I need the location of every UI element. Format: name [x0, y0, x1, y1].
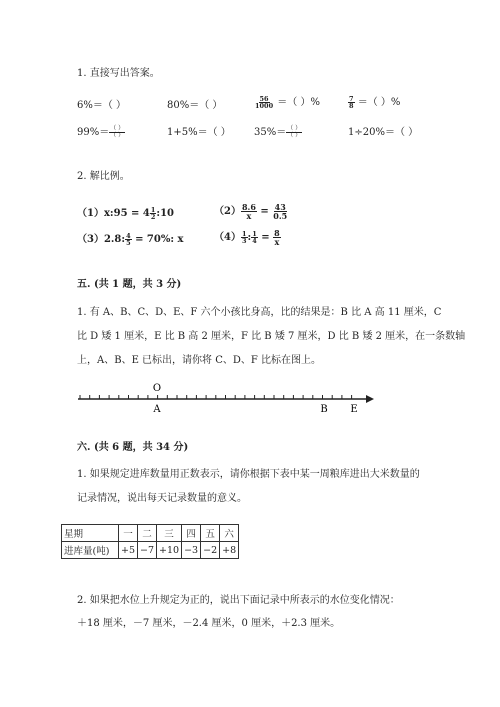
blank-fraction: $\frac{( )}{( )}$ — [287, 125, 302, 139]
s5-q-line2: 比 D 矮 1 厘米，E 比 B 高 2 厘米，F 比 B 矮 7 厘米，D 比 B 矮 2 厘米，在一条数轴 — [77, 331, 466, 342]
fraction: $\frac{43}{0.5}$ — [273, 202, 288, 221]
table-cell: 一 — [119, 525, 138, 542]
fraction: $\frac{56}{1000}$ — [255, 94, 274, 110]
section6-heading: 六. (共 6 题，共 34 分) — [77, 442, 189, 453]
q1-item-1-expr: 6% — [77, 100, 93, 111]
proportion-3: （3）2.8: $\frac{4}{5}$ = 70%: x — [77, 231, 184, 247]
q1-item-1-blank: ＝（ ） — [92, 100, 127, 111]
table-cell: 四 — [182, 525, 201, 542]
q1-title: 1. 直接写出答案。 — [77, 68, 160, 79]
table-cell: +8 — [220, 542, 239, 559]
q1-item-4 — [348, 93, 400, 110]
axis-arrow-icon — [366, 395, 374, 403]
axis-label-b: B — [320, 404, 328, 415]
table-cell: 五 — [201, 525, 220, 542]
q1-item-6 — [167, 123, 231, 138]
table-cell: 进库量(吨) — [62, 542, 119, 559]
section5-heading: 五. (共 1 题，共 3 分) — [77, 279, 182, 290]
q1-item-4-blank: ＝（ ）% — [357, 97, 401, 108]
fraction: $\frac{1}{2}$ — [150, 205, 156, 221]
table-header-row — [62, 525, 239, 542]
s6-q1-line1: 1. 如果规定进库数量用正数表示，请你根据下表中某一周粮库进出大米数量的 — [77, 469, 420, 480]
table-cell: +10 — [157, 542, 182, 559]
q1-item-3 — [254, 93, 320, 110]
blank-fraction: $\frac{( )}{( )}$ — [110, 125, 125, 139]
fraction: $\frac{8}{x}$ — [274, 228, 280, 247]
q1-item-1 — [77, 96, 126, 111]
table-cell: +5 — [119, 542, 138, 559]
table-row — [62, 542, 239, 559]
q1-item-2-blank: ＝（ ） — [189, 100, 223, 111]
axis-label-o: O — [152, 383, 162, 394]
q1-item-8 — [348, 123, 418, 138]
q1-item-7-expr: 35% — [254, 127, 277, 138]
q1-item-3-blank: ＝（ ）% — [277, 97, 320, 108]
s6-q2-line2: ＋18 厘米，－7 厘米，－2.4 厘米，0 厘米，＋2.3 厘米。 — [77, 618, 341, 629]
q2-title: 2. 解比例。 — [77, 171, 130, 182]
table-cell: −7 — [138, 542, 157, 559]
q1-item-2-expr: 80% — [167, 100, 190, 111]
q1-item-6-expr: 1+5% — [167, 127, 198, 138]
table-cell: −2 — [201, 542, 220, 559]
number-axis — [70, 378, 380, 418]
fraction: $\frac{8.6}{x}$ — [241, 202, 256, 221]
proportion-4: （4） $\frac{1}{3}$ : $\frac{1}{4}$ = $\frac{8}{x}$ — [214, 228, 280, 247]
fraction: $\frac{1}{4}$ — [252, 229, 257, 245]
q1-item-5: 99%＝ $\frac{( )}{( )}$ — [77, 125, 125, 139]
q1-item-2 — [167, 96, 222, 111]
fraction: $\frac{7}{8}$ — [349, 94, 354, 110]
table-cell: 三 — [157, 525, 182, 542]
axis-label-e: E — [350, 404, 358, 415]
proportion-2: （2） $\frac{8.6}{x}$ = $\frac{43}{0.5}$ — [214, 202, 288, 221]
fraction: $\frac{1}{3}$ — [241, 229, 247, 245]
s5-q-line3: 上，A、B、E 已标出，请你将 C、D、F 比标在图上。 — [77, 355, 322, 366]
q1-item-8-blank: ＝（ ） — [384, 127, 419, 138]
table-cell: −3 — [182, 542, 201, 559]
table-cell: 二 — [138, 525, 157, 542]
s5-q-line1: 1. 有 A、B、C、D、E、F 六个小孩比身高，比的结果是：B 比 A 高 11 厘米，C — [77, 307, 442, 318]
q1-item-7: 35%＝ $\frac{( )}{( )}$ — [254, 125, 302, 139]
s6-q1-line2: 记录情况，说出每天记录数量的意义。 — [77, 493, 247, 504]
q1-item-6-blank: ＝（ ） — [197, 127, 231, 138]
proportion-1: （1）x:95 = 4 $\frac{1}{2}$ :10 — [77, 205, 174, 221]
q1-item-8-expr: 1÷20% — [348, 127, 385, 138]
table-cell: 星期 — [62, 525, 119, 542]
fraction: $\frac{4}{5}$ — [126, 231, 131, 247]
table-cell: 六 — [220, 525, 239, 542]
axis-label-a: A — [153, 404, 161, 415]
q1-item-5-expr: 99% — [77, 127, 100, 138]
s6-q2-line1: 2. 如果把水位上升规定为正的，说出下面记录中所表示的水位变化情况： — [77, 595, 400, 606]
record-table — [61, 524, 239, 559]
